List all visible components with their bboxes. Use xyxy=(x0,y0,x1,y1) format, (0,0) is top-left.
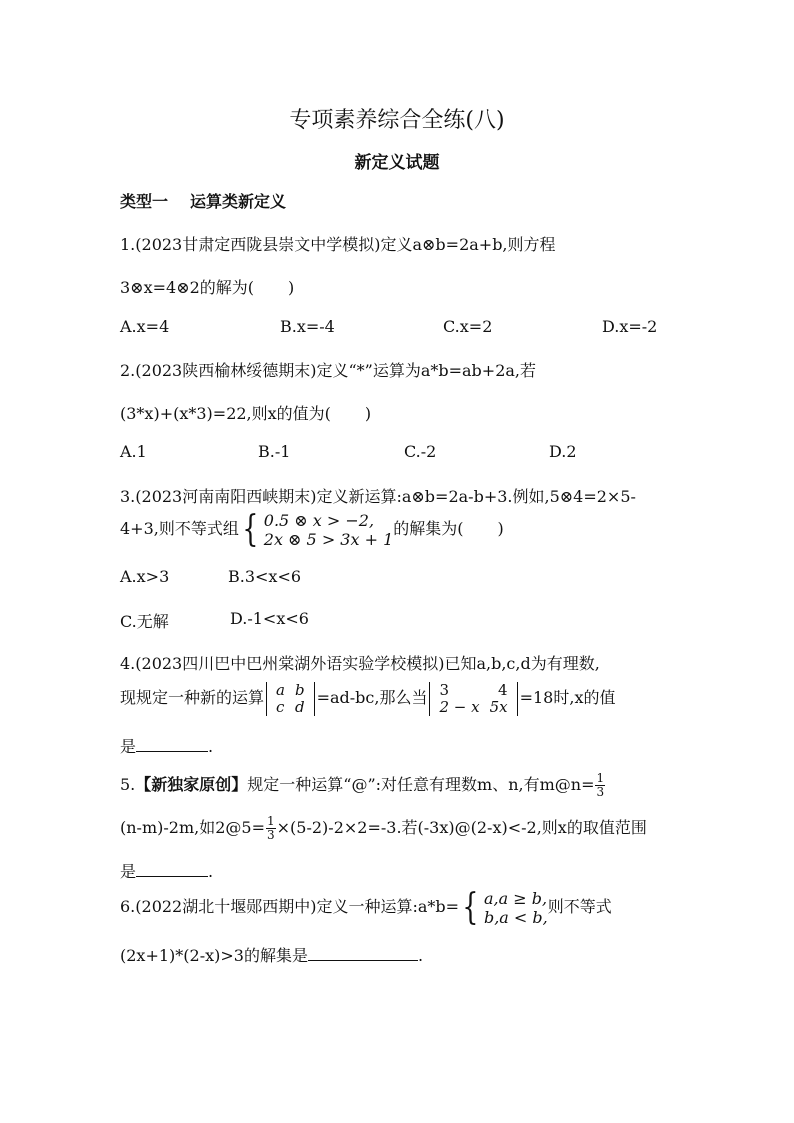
q4-answer-label: 是 xyxy=(120,737,137,756)
q6-case1: a,a ≥ b, xyxy=(483,888,548,908)
q5-fraction-example xyxy=(266,815,276,842)
q6-stem-pre: 6.(2022湖北十堰郧西期中)定义一种运算:a*b= xyxy=(120,897,460,916)
q3-option-c: C.无解 xyxy=(120,612,169,631)
frac-numerator: 1 xyxy=(596,771,605,785)
det2-b: 4 xyxy=(498,680,508,699)
q5-stem: 规定一种运算“@”:对任意有理数m、n,有m@n= xyxy=(247,775,595,794)
q6-case2: b,a < b, xyxy=(483,907,548,927)
frac-numerator: 1 xyxy=(266,814,275,828)
q6-piecewise-brace: { xyxy=(462,886,479,928)
q4-line2 xyxy=(120,677,615,719)
det2-a: 3 xyxy=(439,680,450,699)
q3-line1: 3.(2023河南南阳西峡期末)定义新运算:a⊗b=2a-b+3.例如,5⊗4=2×5- xyxy=(120,487,636,506)
frac-denominator: 3 xyxy=(596,785,605,799)
q4-determinant-equation xyxy=(429,682,517,716)
q3-system-row2: 2x ⊗ 5 > 3x + 1 xyxy=(263,529,394,549)
q3-stem-pre: 4+3,则不等式组 xyxy=(120,519,239,538)
frac-denominator: 3 xyxy=(266,828,275,842)
q6-answer-blank xyxy=(308,946,418,961)
q3-stem-post: 的解集为( xyxy=(393,519,464,538)
q6-line1 xyxy=(120,885,612,929)
q2-line2 xyxy=(120,401,371,424)
q6-period: . xyxy=(417,946,424,965)
q5-line1 xyxy=(120,765,606,805)
section-label: 类型一 xyxy=(120,192,169,211)
q4-answer-blank xyxy=(136,737,208,752)
q5-stem-post: ×(5-2)-2×2=-3.若(-3x)@(2-x)<-2,则x的取值范围 xyxy=(276,818,647,837)
q6-line2 xyxy=(120,943,423,966)
q2-option-d: D.2 xyxy=(549,442,577,461)
q1-option-d: D.x=-2 xyxy=(602,317,658,336)
q1-line1: 1.(2023甘肃定西陇县崇文中学模拟)定义a⊗b=2a+b,则方程 xyxy=(120,235,556,254)
det1-a: a xyxy=(276,680,285,699)
q2-option-a: A.1 xyxy=(120,442,147,461)
q5-fraction-one-third xyxy=(595,772,605,799)
q1-option-c: C.x=2 xyxy=(443,317,493,336)
det1-b: b xyxy=(294,680,305,699)
q5-line2 xyxy=(120,808,647,848)
q5-tag: 【新独家原创】 xyxy=(135,775,248,794)
q3-option-b: B.3<x<6 xyxy=(228,567,302,586)
q3-paren-close: ) xyxy=(497,519,504,538)
q1-option-b: B.x=-4 xyxy=(280,317,335,336)
q2-option-c: C.-2 xyxy=(404,442,437,461)
q4-stem-post: =18时,x的值 xyxy=(519,688,616,707)
q4-stem-pre: 现规定一种新的运算 xyxy=(120,688,265,707)
q5-answer-blank xyxy=(136,862,208,877)
q1-stem-end: 3⊗x=4⊗2的解为( xyxy=(120,278,255,297)
q5-period: . xyxy=(208,862,214,881)
q1-option-a: A.x=4 xyxy=(120,317,170,336)
page-subtitle: 新定义试题 xyxy=(354,153,440,173)
q6-stem-post: 则不等式 xyxy=(547,897,612,916)
q1-line2 xyxy=(120,275,294,298)
q3-option-d: D.-1<x<6 xyxy=(230,609,309,628)
q5-stem-pre: (n-m)-2m,如2@5= xyxy=(120,818,265,837)
section-heading xyxy=(120,189,286,212)
section-name: 运算类新定义 xyxy=(190,192,287,211)
q3-line2 xyxy=(120,507,504,551)
q4-determinant-definition xyxy=(266,682,315,716)
q2-paren-close: ) xyxy=(364,404,372,423)
q2-option-b: B.-1 xyxy=(258,442,291,461)
q3-system-brace: { xyxy=(242,508,259,550)
q4-period: . xyxy=(208,737,214,756)
q6-stem: (2x+1)*(2-x)>3的解集是 xyxy=(120,946,308,965)
q5-line3 xyxy=(120,859,213,882)
det1-c: c xyxy=(276,697,285,716)
q5-number: 5. xyxy=(120,775,136,794)
q3-system-row1: 0.5 ⊗ x > −2, xyxy=(263,510,375,530)
q5-answer-label: 是 xyxy=(120,862,137,881)
q3-inequality-system xyxy=(264,511,394,549)
det2-c: 2 − x xyxy=(439,697,480,716)
q4-line3 xyxy=(120,734,213,757)
q4-stem-mid: =ad-bc,那么当 xyxy=(316,688,428,707)
det2-d: 5x xyxy=(489,697,508,716)
q4-line1: 4.(2023四川巴中巴州棠湖外语实验学校模拟)已知a,b,c,d为有理数, xyxy=(120,654,600,673)
q6-piecewise-definition xyxy=(484,889,548,927)
q2-line1: 2.(2023陕西榆林绥德期末)定义“*”运算为a*b=ab+2a,若 xyxy=(120,361,537,380)
det1-d: d xyxy=(294,697,305,716)
q1-paren-close: ) xyxy=(288,278,295,297)
q2-stem-end: (3*x)+(x*3)=22,则x的值为( xyxy=(120,404,331,423)
q3-option-a: A.x>3 xyxy=(120,567,170,586)
page-title: 专项素养综合全练(八) xyxy=(289,108,505,133)
